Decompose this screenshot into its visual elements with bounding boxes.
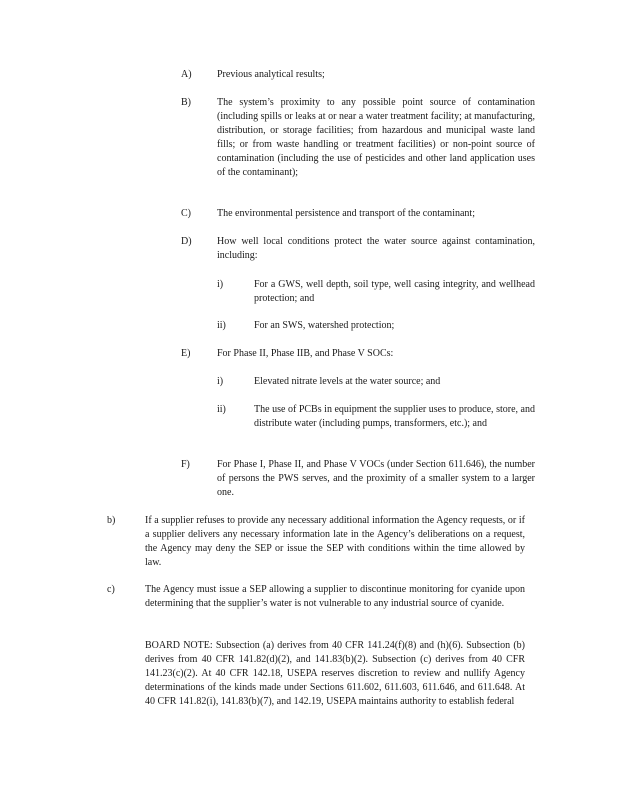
- list-item-text: The environmental persistence and transport of the contaminant;: [217, 208, 475, 219]
- list-item-text: How well local conditions protect the water source against contamination, including:: [217, 236, 535, 261]
- list-marker: ii): [217, 320, 226, 331]
- subsection-text: The Agency must issue a SEP allowing a supplier to discontinue monitoring for cyanide upon determining that the supplier’s water is not vulnerable to any industrial source of cyanide.: [145, 584, 525, 609]
- list-marker: ii): [217, 404, 226, 415]
- list-item-text: The system’s proximity to any possible point source of contamination (including spills or leaks at or near a water treatment facility; at manufacturing, distribution, or storage facilities; from hazardous and municipal waste land fills; or from waste handling or treatment facilities) or non-point source of contamination (including the use of pesticides and other land application uses of the contaminant);: [217, 97, 535, 178]
- list-item-text: For Phase I, Phase II, and Phase V VOCs (under Section 611.646), the number of persons the PWS serves, and the proximity of a smaller system to a larger one.: [217, 459, 535, 498]
- list-item-text: For a GWS, well depth, soil type, well casing integrity, and wellhead protection; and: [254, 279, 535, 304]
- list-marker: C): [181, 208, 191, 219]
- list-item-text: Previous analytical results;: [217, 69, 325, 80]
- list-marker: F): [181, 459, 190, 470]
- board-note: BOARD NOTE: Subsection (a) derives from 40 CFR 141.24(f)(8) and (h)(6). Subsection (b) derives from 40 CFR 141.82(d)(2), and 141.83(b)(2). Subsection (c) derives from 40 CFR 141.23(c)(2). At 40 CFR 142.18, USEPA reserves discretion to review and nullify Agency determinations of the kinds made under Sections 611.602, 611.603, 611.646, and 611.648. At 40 CFR 141.82(i), 141.83(b)(7), and 142.19, USEPA maintains authority to establish federal: [145, 640, 525, 707]
- subsection-marker: c): [107, 584, 115, 595]
- list-marker: D): [181, 236, 192, 247]
- list-marker: A): [181, 69, 192, 80]
- list-item-text: The use of PCBs in equipment the supplier uses to produce, store, and distribute water (including pumps, transformers, etc.); and: [254, 404, 535, 429]
- subsection-text: If a supplier refuses to provide any necessary additional information the Agency requests, or if a supplier delivers any necessary information late in the Agency’s deliberations on a request, the Agency may deny the SEP or issue the SEP with conditions within the time allowed by law.: [145, 515, 525, 568]
- list-marker: i): [217, 376, 224, 387]
- list-marker: E): [181, 348, 191, 359]
- subsection-marker: b): [107, 515, 116, 526]
- list-marker: i): [217, 279, 224, 290]
- list-item-text: For an SWS, watershed protection;: [254, 320, 395, 331]
- list-marker: B): [181, 97, 191, 108]
- list-item-text: For Phase II, Phase IIB, and Phase V SOCs:: [217, 348, 394, 359]
- list-item-text: Elevated nitrate levels at the water source; and: [254, 376, 441, 387]
